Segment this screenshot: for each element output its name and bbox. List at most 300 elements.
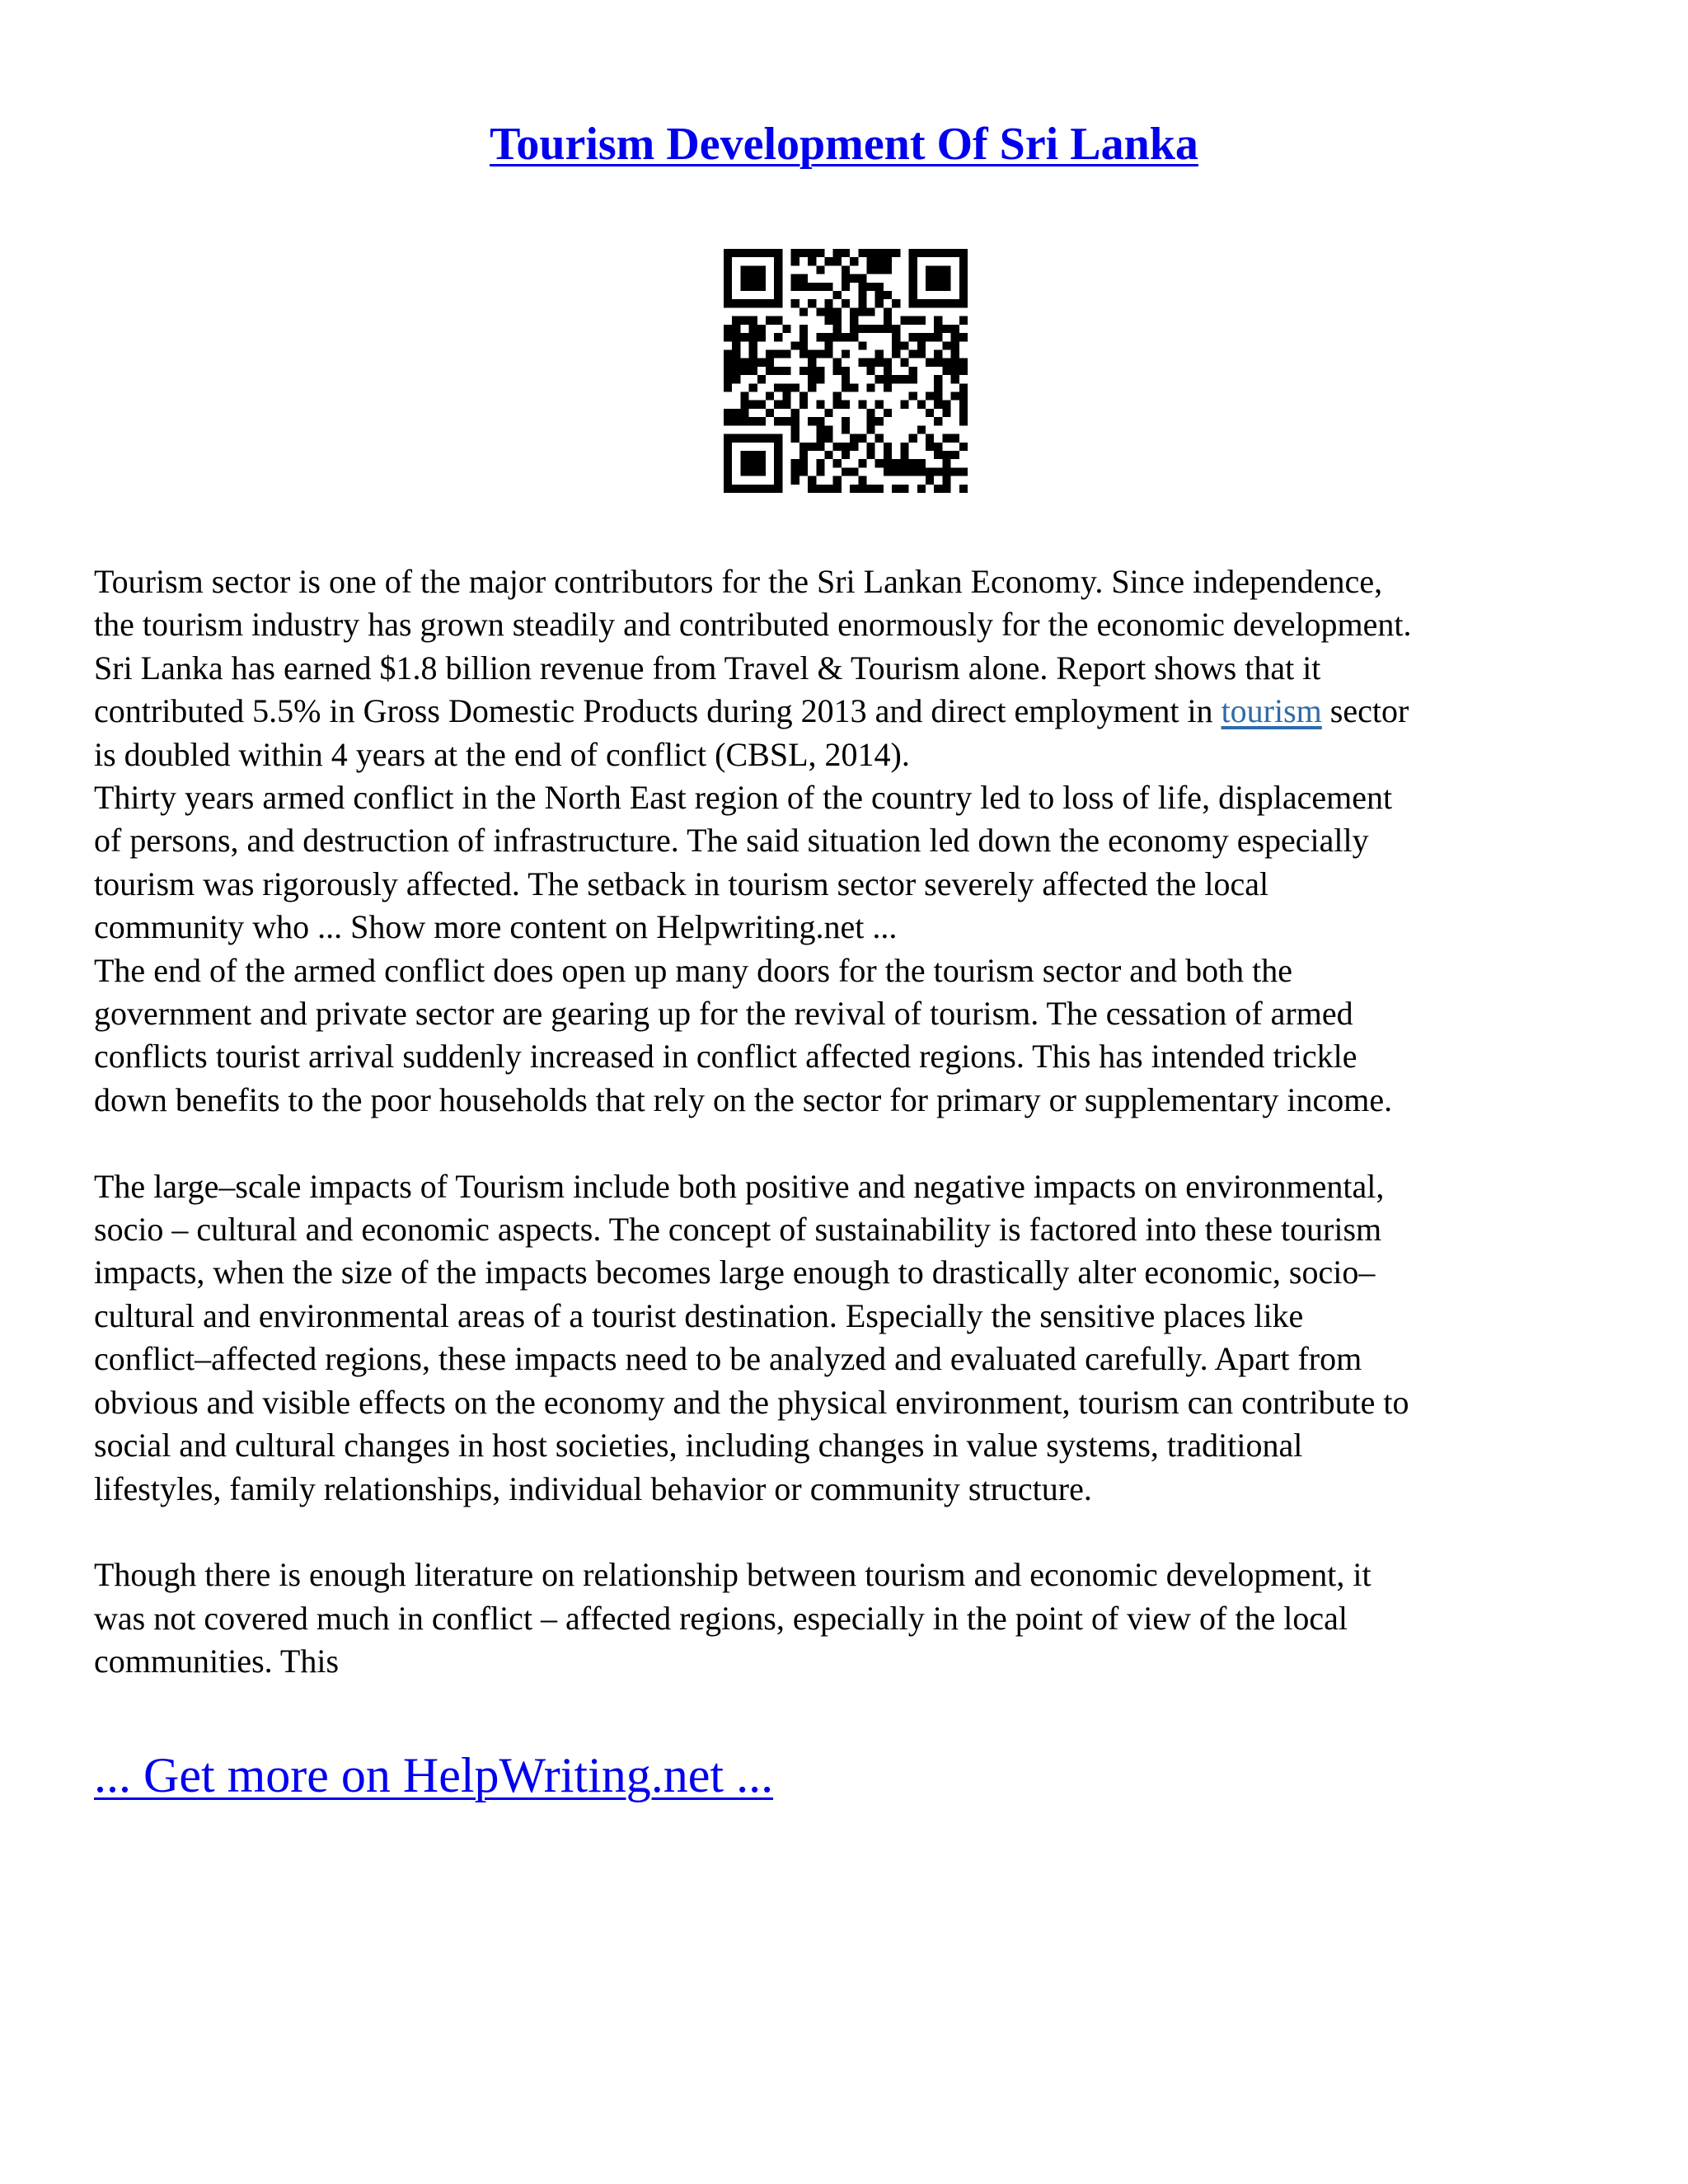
qr-module [833, 325, 842, 333]
qr-module [740, 401, 748, 409]
qr-module [867, 265, 875, 274]
text-line: community who ... Show more content on Helpwriting.net ... [94, 908, 898, 946]
paragraph-4 [94, 1165, 1602, 1511]
qr-module [926, 299, 934, 307]
qr-module [808, 349, 816, 358]
qr-module [749, 459, 757, 467]
qr-module [724, 485, 732, 493]
qr-module [951, 434, 959, 443]
qr-module [858, 325, 866, 333]
qr-module [824, 341, 832, 349]
qr-module [942, 467, 950, 476]
qr-module [934, 383, 942, 391]
qr-module [757, 265, 766, 274]
qr-module [900, 375, 908, 383]
qr-module [791, 434, 799, 443]
qr-module [959, 299, 968, 307]
qr-module [791, 459, 799, 467]
qr-module [724, 274, 732, 283]
qr-module [757, 459, 766, 467]
qr-module [842, 333, 850, 341]
qr-module [766, 359, 774, 367]
qr-module [757, 274, 766, 283]
qr-module [926, 274, 934, 283]
qr-module [740, 434, 748, 443]
qr-module [909, 274, 917, 283]
qr-module [842, 443, 850, 451]
qr-module [858, 485, 866, 493]
qr-module [875, 375, 884, 383]
qr-module [900, 443, 908, 451]
qr-module [959, 367, 968, 375]
qr-module [858, 249, 866, 257]
get-more-link[interactable]: ... Get more on HelpWriting.net ... [94, 1748, 774, 1802]
qr-module [799, 341, 808, 349]
qr-module [732, 359, 740, 367]
qr-module [951, 325, 959, 333]
qr-module [926, 476, 934, 485]
qr-module [917, 349, 926, 358]
qr-module [749, 299, 757, 307]
qr-module [884, 409, 892, 417]
qr-module [892, 467, 900, 476]
qr-module [816, 307, 824, 316]
qr-module [782, 383, 790, 391]
qr-module [850, 485, 858, 493]
qr-module [824, 409, 832, 417]
qr-module [732, 375, 740, 383]
qr-module [799, 467, 808, 476]
qr-module [724, 299, 732, 307]
qr-module [942, 283, 950, 291]
qr-module [850, 274, 858, 283]
qr-module [791, 257, 799, 265]
qr-module [900, 485, 908, 493]
qr-module [875, 283, 884, 291]
qr-module [842, 383, 850, 391]
qr-module [850, 333, 858, 341]
qr-module [867, 367, 875, 375]
text-line: communities. This [94, 1643, 340, 1680]
qr-module [900, 451, 908, 459]
qr-module [892, 325, 900, 333]
qr-module [724, 451, 732, 459]
qr-module [833, 476, 842, 485]
qr-module [909, 459, 917, 467]
qr-module [816, 425, 824, 434]
qr-module [732, 325, 740, 333]
qr-module [724, 359, 732, 367]
qr-module [824, 451, 832, 459]
qr-module [875, 401, 884, 409]
qr-module [791, 283, 799, 291]
qr-module [917, 467, 926, 476]
qr-module [909, 375, 917, 383]
qr-module [740, 283, 748, 291]
qr-module [926, 434, 934, 443]
qr-module [942, 341, 950, 349]
qr-module [833, 443, 842, 451]
text-line: The large–scale impacts of Tourism include both positive and negative impacts on environmental, [94, 1167, 1385, 1205]
qr-module [884, 467, 892, 476]
qr-module [749, 383, 757, 391]
qr-module [942, 434, 950, 443]
qr-module [740, 467, 748, 476]
qr-module [884, 359, 892, 367]
qr-module [782, 401, 790, 409]
qr-module [934, 349, 942, 358]
qr-module [858, 476, 866, 485]
qr-module [833, 316, 842, 325]
article-body [94, 560, 1602, 1684]
qr-module [749, 401, 757, 409]
qr-module [833, 401, 842, 409]
qr-module [724, 383, 732, 391]
qr-module [934, 283, 942, 291]
qr-module [934, 333, 942, 341]
qr-module [867, 417, 875, 425]
paragraph-3 [94, 949, 1602, 1122]
qr-module [858, 283, 866, 291]
qr-module [959, 265, 968, 274]
qr-module [740, 274, 748, 283]
qr-module [951, 451, 959, 459]
qr-module [850, 434, 858, 443]
qr-module [757, 401, 766, 409]
qr-module [766, 367, 774, 375]
qr-module [951, 349, 959, 358]
text-line: Thirty years armed conflict in the North East region of the country led to loss of life, displacement [94, 779, 1393, 817]
qr-module [732, 333, 740, 341]
qr-module [774, 417, 782, 425]
qr-module [740, 392, 748, 401]
text-line: social and cultural changes in host societies, including changes in value systems, traditional [94, 1427, 1303, 1465]
qr-module [867, 443, 875, 451]
qr-module [959, 333, 968, 341]
qr-module [774, 367, 782, 375]
qr-module [766, 409, 774, 417]
qr-module [875, 299, 884, 307]
qr-module [740, 359, 748, 367]
qr-module [816, 485, 824, 493]
qr-module [808, 417, 816, 425]
qr-module [724, 375, 732, 383]
qr-module [858, 299, 866, 307]
qr-module [791, 341, 799, 349]
qr-module [749, 367, 757, 375]
qr-module [934, 485, 942, 493]
qr-module [749, 333, 757, 341]
qr-module [951, 359, 959, 367]
qr-module [909, 367, 917, 375]
qr-module [867, 249, 875, 257]
qr-module [791, 274, 799, 283]
qr-module [774, 291, 782, 299]
qr-module [934, 443, 942, 451]
qr-module [816, 417, 824, 425]
qr-module [884, 325, 892, 333]
qr-module [816, 367, 824, 375]
qr-module [824, 257, 832, 265]
qr-module [892, 299, 900, 307]
paragraph-5 [94, 1554, 1602, 1683]
qr-module [799, 349, 808, 358]
qr-module [833, 359, 842, 367]
text-line: the tourism industry has grown steadily and contributed enormously for the economic development. [94, 606, 1412, 644]
qr-module [959, 291, 968, 299]
qr-module [951, 467, 959, 476]
qr-module [850, 307, 858, 316]
qr-module [824, 425, 832, 434]
qr-module [909, 316, 917, 325]
qr-module [799, 443, 808, 451]
qr-code-icon [724, 249, 968, 493]
qr-module [951, 249, 959, 257]
qr-module [774, 257, 782, 265]
qr-module [917, 299, 926, 307]
qr-module [926, 249, 934, 257]
qr-module [732, 485, 740, 493]
qr-module [749, 467, 757, 476]
qr-module [934, 274, 942, 283]
qr-module [749, 249, 757, 257]
paragraph-2 [94, 776, 1602, 949]
qr-module [926, 265, 934, 274]
qr-module [799, 367, 808, 375]
text-line [94, 690, 1602, 733]
qr-module [766, 485, 774, 493]
qr-module [942, 409, 950, 417]
qr-module [909, 265, 917, 274]
qr-module [833, 333, 842, 341]
qr-module [926, 392, 934, 401]
qr-module [917, 333, 926, 341]
tourism-link[interactable]: tourism [1221, 692, 1322, 730]
qr-module [934, 467, 942, 476]
qr-module [875, 485, 884, 493]
qr-module [858, 341, 866, 349]
qr-module [749, 359, 757, 367]
text-line: Tourism sector is one of the major contributors for the Sri Lankan Economy. Since independence, [94, 563, 1383, 600]
qr-module [934, 359, 942, 367]
qr-module [799, 274, 808, 283]
qr-module [799, 451, 808, 459]
qr-module [892, 249, 900, 257]
qr-module [774, 349, 782, 358]
qr-module [782, 392, 790, 401]
qr-module [858, 459, 866, 467]
qr-module [799, 459, 808, 467]
qr-module [959, 257, 968, 265]
qr-module [951, 367, 959, 375]
qr-module [791, 425, 799, 434]
qr-module [774, 401, 782, 409]
qr-module [842, 249, 850, 257]
qr-module [782, 349, 790, 358]
qr-module [942, 476, 950, 485]
qr-module [959, 443, 968, 451]
qr-module [740, 249, 748, 257]
qr-module [909, 299, 917, 307]
qr-module [774, 283, 782, 291]
qr-module [732, 299, 740, 307]
qr-module [959, 409, 968, 417]
qr-module [934, 401, 942, 409]
qr-module [824, 316, 832, 325]
qr-module [842, 283, 850, 291]
qr-module [808, 485, 816, 493]
qr-module [850, 467, 858, 476]
qr-module [858, 434, 866, 443]
qr-module [900, 459, 908, 467]
qr-module [959, 359, 968, 367]
qr-module [816, 443, 824, 451]
qr-module [842, 375, 850, 383]
qr-module [740, 299, 748, 307]
qr-module [884, 451, 892, 459]
qr-module [875, 325, 884, 333]
qr-module [959, 392, 968, 401]
qr-module [867, 409, 875, 417]
qr-module [824, 283, 832, 291]
qr-module [917, 341, 926, 349]
qr-module [892, 459, 900, 467]
qr-module [724, 325, 732, 333]
qr-module [951, 341, 959, 349]
qr-module [934, 325, 942, 333]
qr-module [926, 467, 934, 476]
qr-module [858, 291, 866, 299]
qr-module [824, 349, 832, 358]
qr-module [934, 451, 942, 459]
qr-module [900, 401, 908, 409]
qr-module [833, 367, 842, 375]
qr-code-graphic [724, 249, 968, 493]
qr-module [791, 249, 799, 257]
qr-module [724, 333, 732, 341]
qr-module [833, 249, 842, 257]
qr-module [842, 401, 850, 409]
qr-module [934, 316, 942, 325]
qr-module [833, 392, 842, 401]
qr-module [816, 401, 824, 409]
qr-module [884, 249, 892, 257]
qr-module [824, 299, 832, 307]
qr-module [774, 265, 782, 274]
page-title [0, 115, 1688, 173]
qr-module [942, 401, 950, 409]
qr-module [757, 325, 766, 333]
qr-module [892, 341, 900, 349]
qr-module [791, 476, 799, 485]
qr-module [724, 349, 732, 358]
qr-module [808, 359, 816, 367]
qr-module [867, 485, 875, 493]
qr-module [833, 257, 842, 265]
qr-module [892, 485, 900, 493]
qr-module [799, 333, 808, 341]
qr-module [816, 459, 824, 467]
qr-module [959, 249, 968, 257]
qr-module [799, 249, 808, 257]
qr-module [749, 265, 757, 274]
qr-module [766, 299, 774, 307]
qr-module [917, 249, 926, 257]
qr-module [724, 434, 732, 443]
qr-module [858, 359, 866, 367]
qr-module [850, 257, 858, 265]
qr-module [858, 274, 866, 283]
qr-module [749, 316, 757, 325]
qr-module [959, 485, 968, 493]
qr-module [824, 307, 832, 316]
qr-module [842, 265, 850, 274]
title-link[interactable]: Tourism Development Of Sri Lanka [490, 119, 1198, 170]
qr-module [791, 467, 799, 476]
qr-module [875, 417, 884, 425]
qr-module [867, 325, 875, 333]
qr-module [850, 325, 858, 333]
qr-module [732, 349, 740, 358]
text-line: conflict–affected regions, these impacts need to be analyzed and evaluated carefully. Apart from [94, 1340, 1362, 1378]
qr-module [934, 249, 942, 257]
qr-module [942, 459, 950, 467]
qr-module [740, 409, 748, 417]
qr-module [740, 485, 748, 493]
text-line: of persons, and destruction of infrastructure. The said situation led down the economy especially [94, 822, 1369, 860]
qr-module [808, 249, 816, 257]
qr-module [816, 349, 824, 358]
qr-module [917, 485, 926, 493]
qr-module [934, 299, 942, 307]
qr-module [774, 451, 782, 459]
qr-module [850, 443, 858, 451]
qr-module [732, 249, 740, 257]
qr-module [867, 307, 875, 316]
qr-module [757, 485, 766, 493]
qr-module [951, 392, 959, 401]
text-line: obvious and visible effects on the economy and the physical environment, tourism can contribute to [94, 1383, 1409, 1421]
qr-module [917, 459, 926, 467]
qr-module [816, 265, 824, 274]
qr-module [942, 367, 950, 375]
qr-module [942, 485, 950, 493]
qr-module [884, 265, 892, 274]
qr-module [900, 467, 908, 476]
qr-module [884, 459, 892, 467]
qr-module [724, 249, 732, 257]
qr-module [757, 434, 766, 443]
qr-module [724, 417, 732, 425]
qr-module [774, 459, 782, 467]
qr-module [909, 467, 917, 476]
qr-module [808, 383, 816, 391]
qr-module [875, 434, 884, 443]
qr-module [934, 417, 942, 425]
qr-module [808, 299, 816, 307]
qr-module [774, 485, 782, 493]
qr-module [749, 274, 757, 283]
qr-module [808, 375, 816, 383]
text-line: is doubled within 4 years at the end of conflict (CBSL, 2014). [94, 735, 910, 773]
qr-module [766, 392, 774, 401]
qr-module [749, 485, 757, 493]
qr-module [951, 299, 959, 307]
qr-module [875, 459, 884, 467]
qr-module [724, 443, 732, 451]
qr-module [909, 249, 917, 257]
qr-module [884, 291, 892, 299]
